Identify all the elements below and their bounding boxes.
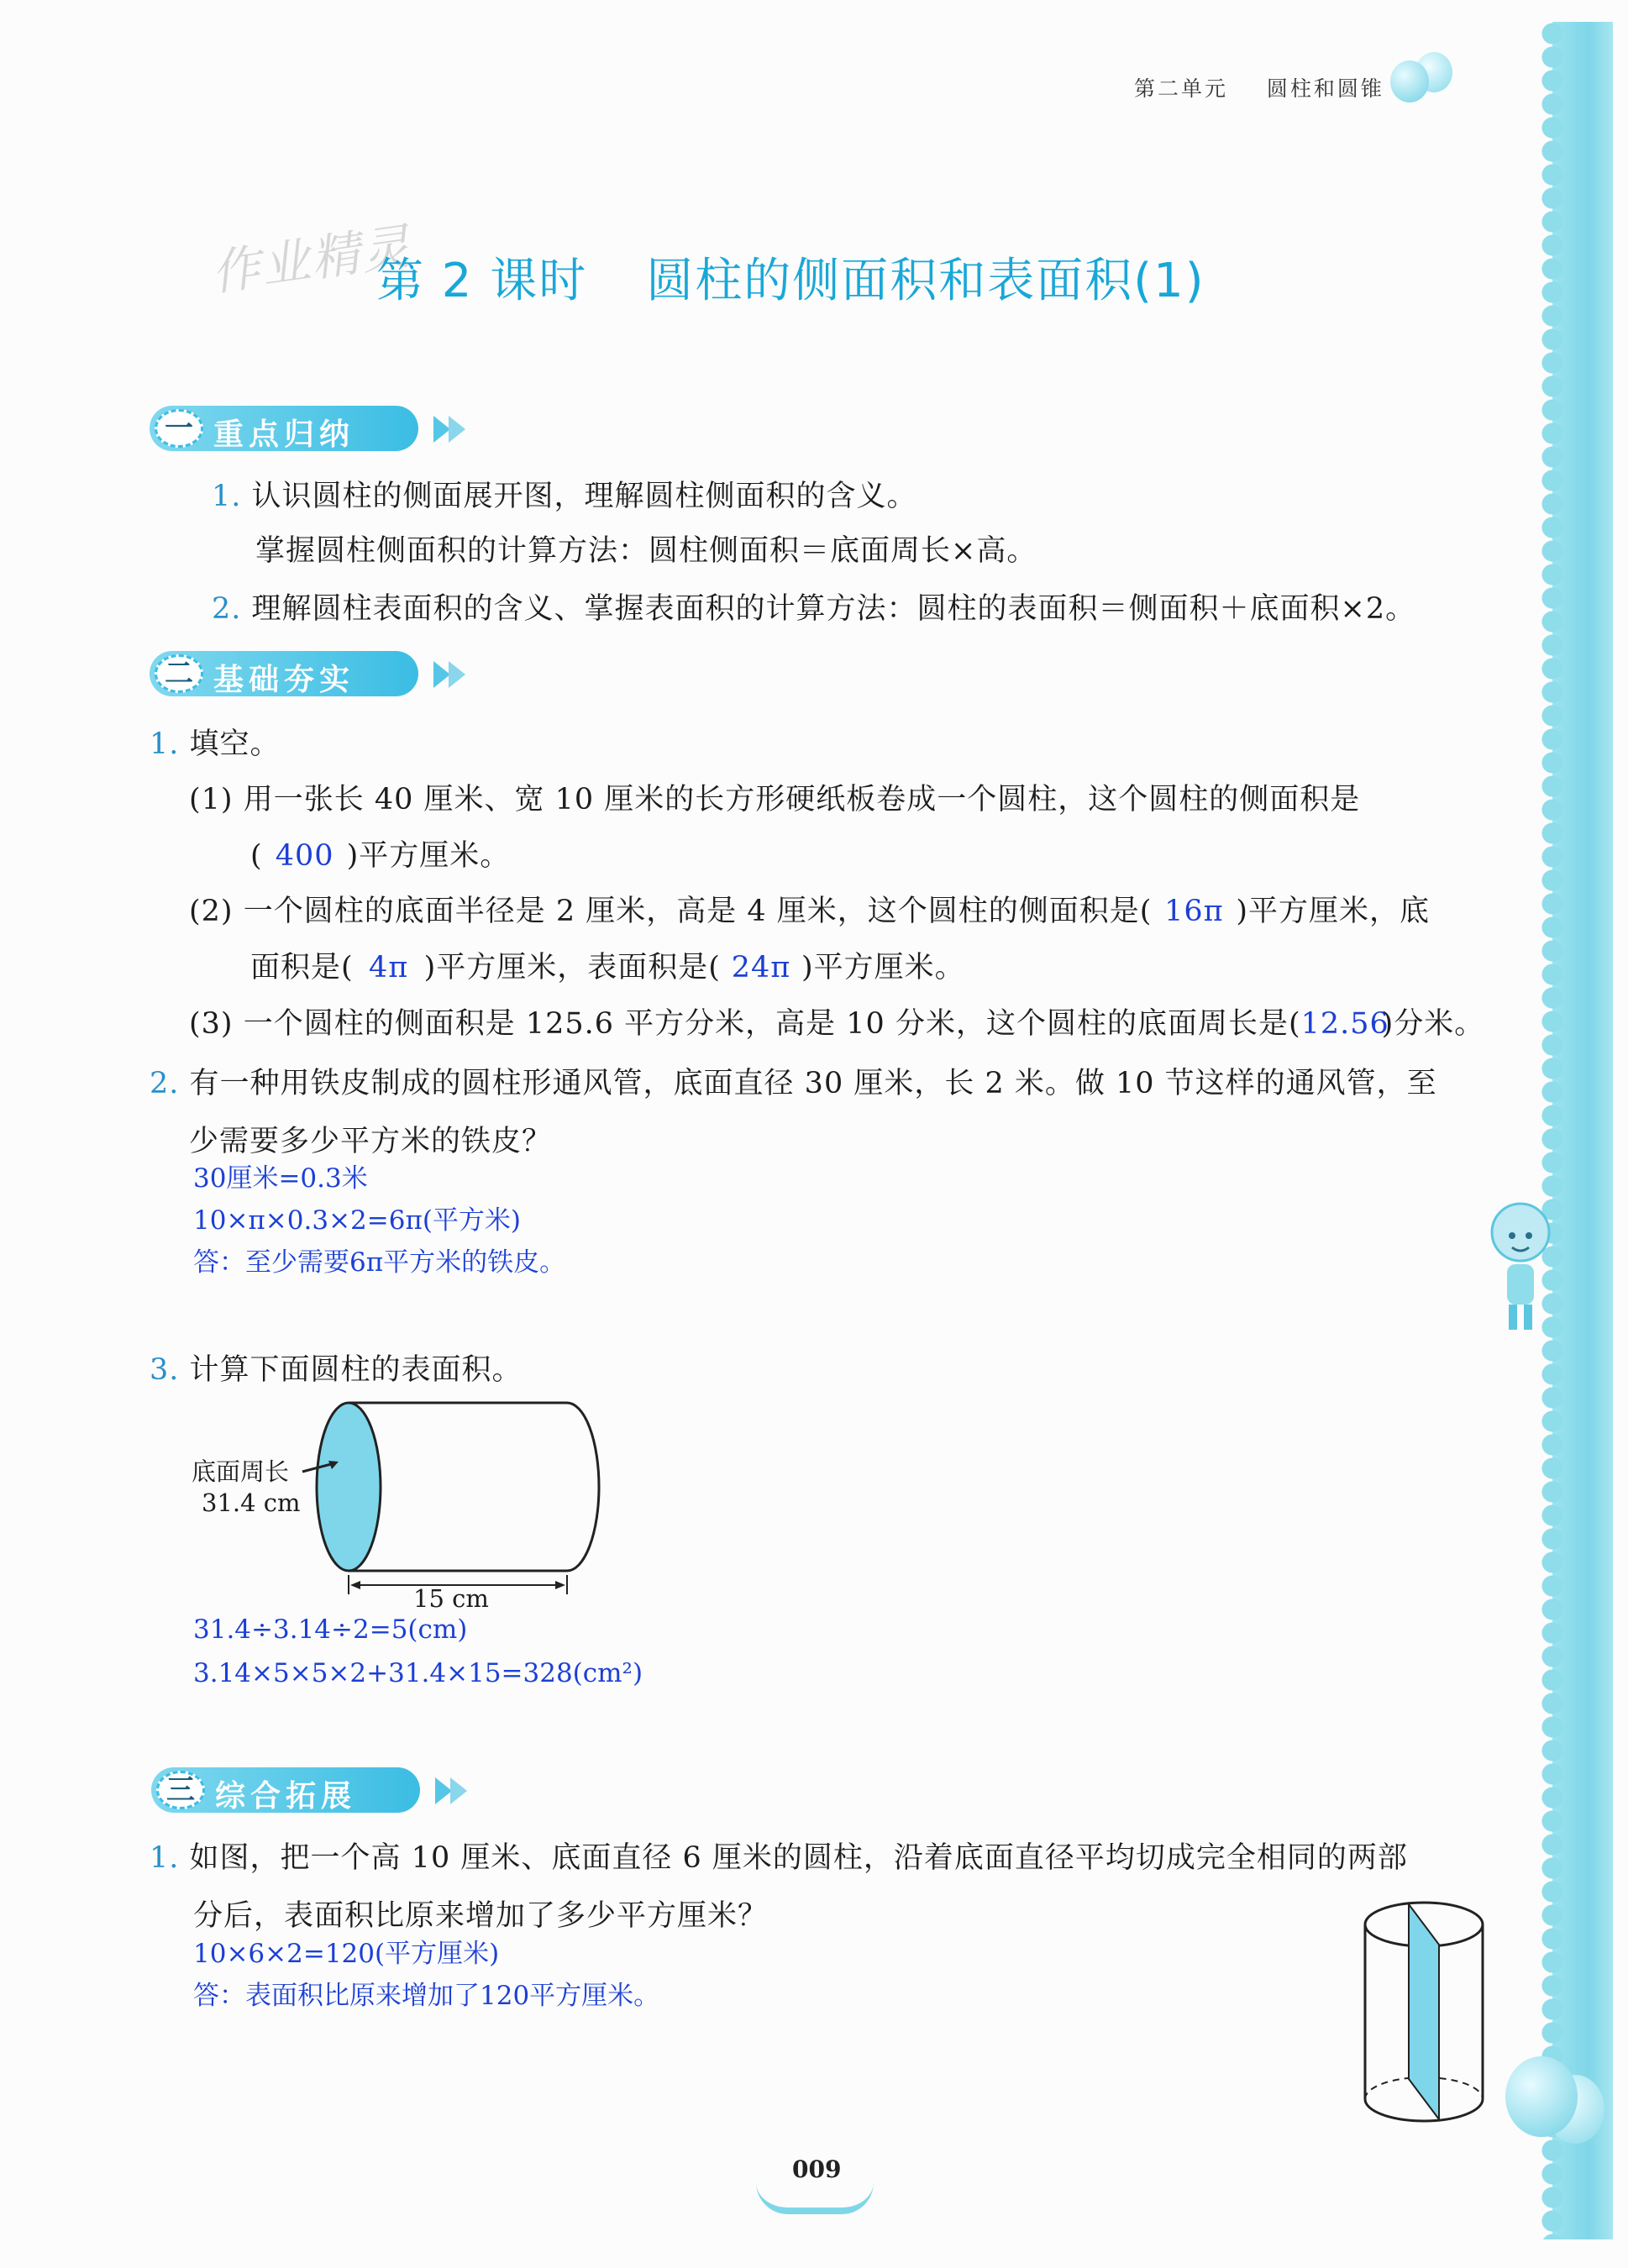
- balloon-icon: [1505, 2056, 1578, 2137]
- cylinder-body: [349, 1403, 599, 1571]
- page-number-decoration: [756, 2182, 874, 2214]
- section-number: 一: [155, 409, 203, 448]
- lesson-name: 圆柱的侧面积和表面积(1): [646, 254, 1205, 308]
- section-badge-basic: [150, 651, 418, 696]
- question-1-3: (3) 一个圆柱的侧面积是 125.6 平方分米，高是 10 分米，这个圆柱的底面周长是(12.56)分米。: [189, 1007, 1485, 1041]
- answer-line: 3.14×5×5×2+31.4×15=328(cm²): [193, 1658, 643, 1688]
- girl-character-icon: [1489, 1197, 1552, 1340]
- topic-label: 圆柱和圆锥: [1266, 76, 1384, 101]
- section-label: 综合拓展: [215, 1779, 357, 1814]
- section-badge-key-points: [150, 406, 418, 451]
- answer-blank: 24π: [731, 951, 791, 984]
- answer-blank: 16π: [1164, 895, 1224, 928]
- section-label: 重点归纳: [213, 417, 355, 452]
- figure-label-length: 15 cm: [413, 1584, 489, 1613]
- question-1-2-line-1: (2) 一个圆柱的底面半径是 2 厘米，高是 4 厘米，这个圆柱的侧面积是( 16π )平方厘米，底: [189, 895, 1431, 928]
- arrow-icon: [433, 416, 450, 443]
- watermark: 作业精灵: [207, 217, 416, 302]
- lesson-period: 第 2 课时: [376, 254, 588, 308]
- lesson-title: [376, 244, 1205, 311]
- answer-line: 10×π×0.3×2=6π(平方米): [193, 1205, 522, 1236]
- question-1-1-line-1: (1) 用一张长 40 厘米、宽 10 厘米的长方形硬纸板卷成一个圆柱，这个圆柱的侧面积是: [189, 783, 1361, 816]
- answer-blank: 12.56: [1300, 1007, 1389, 1041]
- question-2-line-2: 少需要多少平方米的铁皮？: [189, 1125, 553, 1158]
- key-point-1: 1. 认识圆柱的侧面展开图，理解圆柱侧面积的含义。: [212, 480, 917, 513]
- arrow-icon: [435, 1777, 452, 1804]
- answer-blank: 4π: [369, 951, 409, 984]
- side-decoration-strip: [1552, 22, 1613, 2239]
- question-1-1-line-2: ( 400 )平方厘米。: [250, 839, 511, 873]
- arrow-icon: [449, 661, 465, 688]
- key-point-1-line-2: 掌握圆柱侧面积的计算方法：圆柱侧面积＝底面周长×高。: [255, 534, 1037, 568]
- section-number: 三: [156, 1771, 205, 1809]
- answer-line: 答：表面积比原来增加了120平方厘米。: [193, 1981, 660, 2011]
- question-1-2-line-2: 面积是( 4π )平方厘米，表面积是( 24π )平方厘米。: [250, 951, 965, 984]
- cross-section: [1409, 1904, 1439, 2119]
- key-point-2: 2. 理解圆柱表面积的含义、掌握表面积的计算方法：圆柱的表面积＝侧面积＋底面积×2。: [212, 592, 1416, 626]
- section-number: 二: [155, 654, 203, 693]
- answer-line: 31.4÷3.14÷2=5(cm): [193, 1614, 468, 1645]
- figure-label-circumference-value: 31.4 cm: [202, 1488, 301, 1517]
- section-label: 基础夯实: [213, 663, 355, 697]
- dimension-arrowhead: [350, 1581, 360, 1589]
- arrow-icon: [450, 1777, 467, 1804]
- answer-blank: 400: [275, 839, 334, 873]
- cylinder-bottom-front: [1365, 2099, 1483, 2121]
- question-1-title: 1. 填空。: [150, 727, 281, 761]
- arrow-icon: [433, 661, 450, 688]
- balloon-icon: [1390, 60, 1429, 102]
- extend-question-1-line-1: 1. 如图，把一个高 10 厘米、底面直径 6 厘米的圆柱，沿着底面直径平均切成完全相同的两部: [150, 1841, 1408, 1875]
- section-badge-extend: [151, 1767, 420, 1813]
- sliced-cylinder-figure: [1357, 1894, 1491, 2129]
- question-2-line-1: 2. 有一种用铁皮制成的圆柱形通风管，底面直径 30 厘米，长 2 米。做 10 节这样的通风管，至: [150, 1067, 1437, 1100]
- unit-label: 第二单元: [1134, 76, 1229, 101]
- cylinder-base: [317, 1403, 381, 1571]
- answer-line: 答：至少需要6π平方米的铁皮。: [193, 1247, 566, 1278]
- page-number: 009: [792, 2155, 842, 2183]
- extend-question-1-line-2: 分后，表面积比原来增加了多少平方厘米？: [193, 1899, 769, 1933]
- question-3-title: 3. 计算下面圆柱的表面积。: [150, 1353, 523, 1387]
- answer-line: 10×6×2=120(平方厘米): [193, 1939, 500, 1969]
- dimension-arrowhead: [555, 1581, 565, 1589]
- arrow-icon: [449, 416, 465, 443]
- running-header: [1134, 72, 1384, 102]
- figure-label-circumference: 底面周长: [192, 1457, 290, 1486]
- answer-line: 30厘米=0.3米: [193, 1163, 368, 1194]
